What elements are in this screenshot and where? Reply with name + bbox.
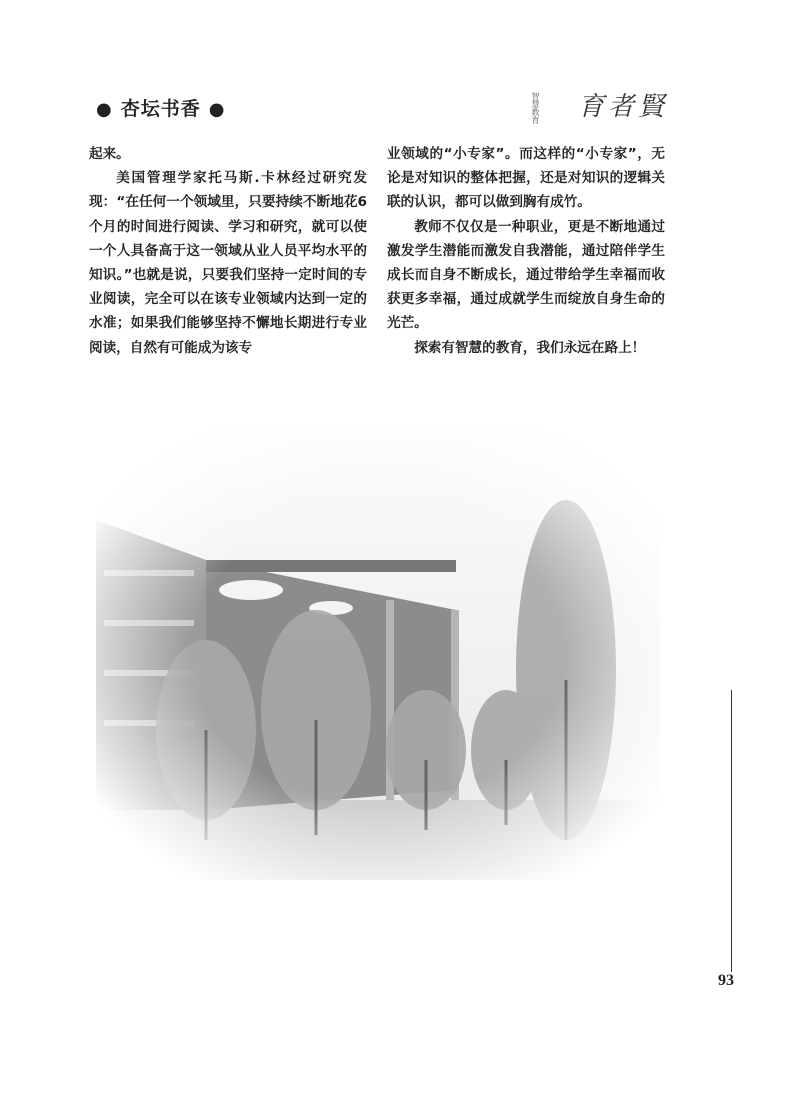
- margin-rule: [731, 690, 732, 972]
- paragraph: 教师不仅仅是一种职业，更是不断地通过激发学生潜能而激发自我潜能，通过陪伴学生成长而自身不断成长，通过带给学生幸福而收获更多幸福，通过成就学生而绽放自身生命的光芒。: [387, 218, 665, 332]
- paragraph: 美国管理学家托马斯.卡林经过研究发现：“在任何一个领域里，只要持续不断地花6个月的时间进行阅读、学习和研究，就可以使一个人具备高于这一领域从业人员平均水平的知识。”也就是说，只要我们坚持一定时间的专业阅读，完全可以在该专业领域内达到一定的水准；如果我们能够坚持不懈地长期进行专业阅读，自然有可能成为该专: [89, 170, 367, 356]
- page-number: 93: [718, 972, 734, 989]
- section-title-text: 杏坛书香: [120, 98, 201, 120]
- page-header: [88, 86, 668, 126]
- campus-photo: [96, 430, 660, 880]
- section-title: [88, 94, 233, 121]
- calligraphy-logo: 育者賢: [577, 92, 668, 122]
- paragraph: 业领域的“小专家”。而这样的“小专家”，无论是对知识的整体把握，还是对知识的逻辑关联的认识，都可以做到胸有成竹。: [387, 146, 665, 211]
- right-column: [387, 142, 665, 360]
- bullet-icon: ●: [208, 99, 226, 120]
- logo-caption: 智慧教育: [531, 92, 540, 124]
- campus-photo-illustration: [96, 430, 660, 880]
- bullet-icon: ●: [96, 99, 113, 120]
- left-column: [89, 142, 367, 360]
- paragraph: 探索有智慧的教育，我们永远在路上！: [414, 339, 646, 356]
- paragraph: 起来。: [89, 146, 130, 162]
